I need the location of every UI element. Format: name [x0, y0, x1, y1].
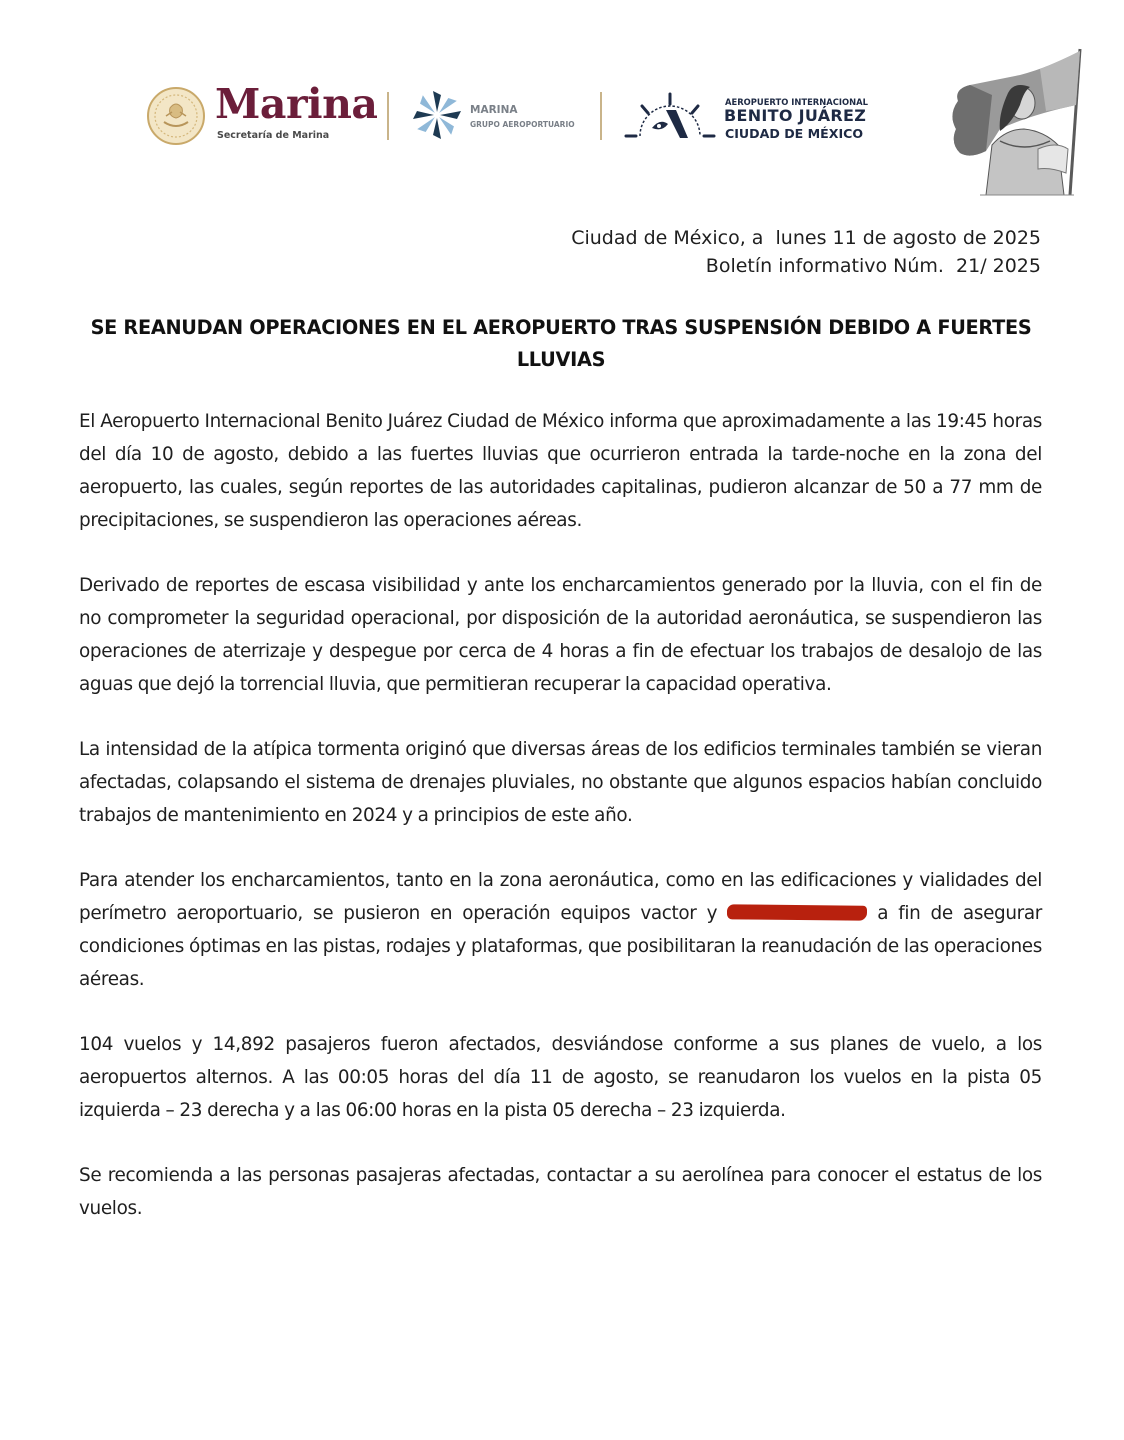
grupo-aeroportuario-pinwheel-icon: [410, 88, 464, 142]
paragraph: El Aeropuerto Internacional Benito Juárez Ciudad de México informa que aproximadamente a las 19:45 horas del día 10 de agosto, debido a las fuertes lluvias que ocurrieron entrada la tarde-noche en la zona del aeropuerto, las cuales, según reportes de las autoridades capitalinas, pudieron alcanzar de 50 a 77 mm de precipitaciones, se suspendieron las operaciones aéreas.: [79, 411, 1042, 531]
aicm-logo-name: BENITO JUÁREZ: [724, 106, 867, 125]
place-and-date: Ciudad de México, a lunes 11 de agosto de 2025: [571, 227, 1041, 249]
paragraph-text: Para atender los encharcamientos, tanto en la zona aeronáutica, como en las edificaciones y vialidades del perímetro aeroportuario, se pusieron en operación equipos vactor y: [79, 870, 1042, 924]
paragraph: La intensidad de la atípica tormenta originó que diversas áreas de los edificios terminales también se vieran afectadas, colapsando el sistema de drenajes pluviales, no obstante que algunos espacios habían concluido trabajos de mantenimiento en 2024 y a principios de este año.: [79, 739, 1042, 826]
woman-with-flag-illustration: [940, 45, 1090, 197]
grupo-logo-title: MARINA: [470, 104, 518, 116]
logo-divider: [387, 92, 389, 140]
paragraph: Se recomienda a las personas pasajeras afectadas, contactar a su aerolínea para conocer el estatus de los vuelos.: [79, 1165, 1042, 1219]
aicm-logo-city: CIUDAD DE MÉXICO: [725, 126, 864, 141]
dateline: [571, 224, 1041, 280]
paragraph-with-redaction: [79, 864, 1042, 996]
grupo-logo-subtitle: GRUPO AEROPORTUARIO: [470, 120, 575, 129]
marina-logo-subtitle: Secretaría de Marina: [217, 130, 330, 141]
marina-logo-title: Marina: [215, 80, 378, 128]
paragraph-text: a fin de asegurar condiciones óptimas en las pistas, rodajes y plataformas, que posibilitaran la reanudación de las operaciones aéreas.: [79, 903, 1043, 990]
aicm-logo-top: AEROPUERTO INTERNACIONAL: [725, 97, 868, 107]
logo-divider: [600, 92, 602, 140]
paragraph: Derivado de reportes de escasa visibilidad y ante los encharcamientos generado por la lluvia, con el fin de no comprometer la seguridad operacional, por disposición de la autoridad aeronáutica, se suspendieron las operaciones de aterrizaje y despegue por cerca de 4 horas a fin de efectuar los trabajos de desalojo de las aguas que dejó la torrencial lluvia, que permitieran recuperar la capacidad operativa.: [79, 575, 1042, 695]
redaction-mark: [727, 904, 867, 920]
bulletin-number: Boletín informativo Núm. 21/ 2025: [705, 255, 1041, 277]
paragraph: 104 vuelos y 14,892 pasajeros fueron afectados, desviándose conforme a sus planes de vuelo, a los aeropuertos alternos. A las 00:05 horas del día 11 de agosto, se reanudaron los vuelos en la pista 05 izquierda – 23 derecha y a las 06:00 horas en la pista 05 derecha – 23 izquierda.: [79, 1034, 1042, 1121]
press-release-body: [79, 405, 1042, 1257]
national-seal-icon: [146, 86, 206, 146]
aicm-helm-icon: [622, 92, 718, 142]
letterhead: [0, 0, 1124, 210]
press-release-title: SE REANUDAN OPERACIONES EN EL AEROPUERTO TRAS SUSPENSIÓN DEBIDO A FUERTES LLUVIAS: [90, 316, 1032, 371]
